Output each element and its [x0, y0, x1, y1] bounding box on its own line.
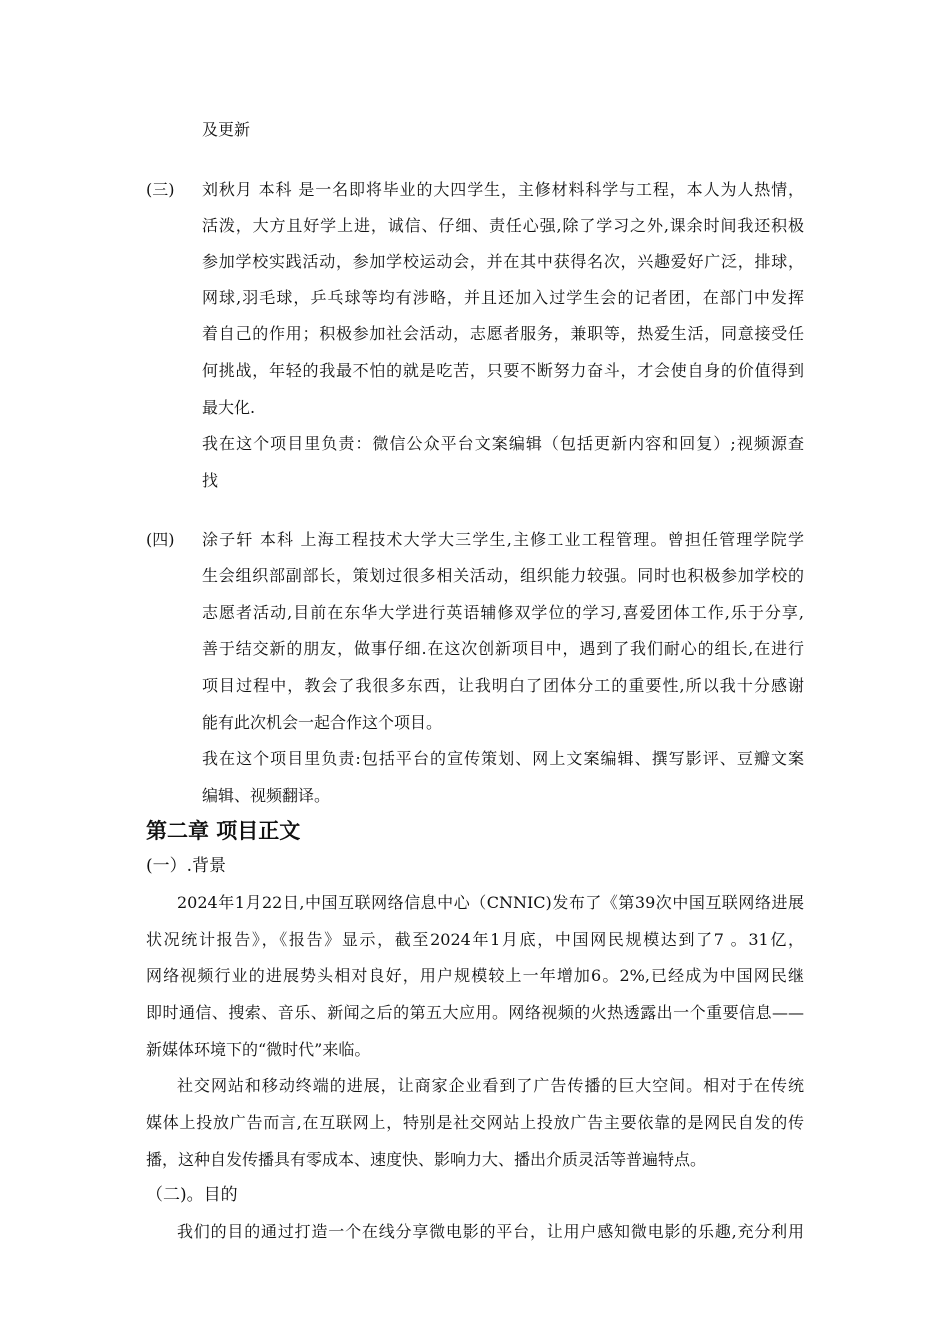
member3-line-2: 活泼，大方且好学上进，诚信、仔细、责任心强,除了学习之外,课余时间我还积极: [202, 216, 804, 235]
background-p1-line-3: 网络视频行业的进展势头相对良好，用户规模较上一年增加6。2%,已经成为中国网民继: [146, 966, 804, 985]
member3-line-5: 着自己的作用；积极参加社会活动，志愿者服务，兼职等，热爱生活，同意接受任: [202, 324, 804, 343]
member3-line-4: 网球,羽毛球，乒乓球等均有涉略，并且还加入过学生会的记者团，在部门中发挥: [202, 288, 804, 307]
member4-line-3: 志愿者活动,目前在东华大学进行英语辅修双学位的学习,喜爱团体工作,乐于分享,: [202, 603, 804, 622]
member4-duty-line-2: 编辑、视频翻译。: [202, 786, 331, 805]
member3-duty-line-1: 我在这个项目里负责：微信公众平台文案编辑（包括更新内容和回复）;视频源查: [202, 434, 804, 453]
background-p2-line-3: 播，这种自发传播具有零成本、速度快、影响力大、播出介质灵活等普遍特点。: [146, 1150, 707, 1169]
section-heading-background: (一）.背景: [146, 856, 227, 876]
background-p1-line-1: 2024年1月22日,中国互联网络信息中心（CNNIC)发布了《第39次中国互联网络进展: [177, 893, 804, 912]
member4-line-6: 能有此次机会一起合作这个项目。: [202, 713, 443, 732]
member4-line-4: 善于结交新的朋友，做事仔细.在这次创新项目中，遇到了我们耐心的组长,在进行: [202, 639, 804, 658]
background-p1-line-2: 状况统计报告》，《报告》显示，截至2024年1月底，中国网民规模达到了7 。31亿，: [146, 930, 804, 949]
purpose-p1-line-1: 我们的目的通过打造一个在线分享微电影的平台，让用户感知微电影的乐趣,充分利用: [177, 1222, 804, 1241]
section-heading-purpose: （二)。目的: [146, 1185, 238, 1205]
background-p2-line-1: 社交网站和移动终端的进展，让商家企业看到了广告传播的巨大空间。相对于在传统: [177, 1076, 804, 1095]
member3-number: (三): [146, 180, 175, 199]
member4-line-1: 涂子轩 本科 上海工程技术大学大三学生,主修工业工程管理。曾担任管理学院学: [202, 530, 804, 549]
background-p1-line-5: 新媒体环境下的“微时代”来临。: [146, 1040, 371, 1059]
member3-line-1: 刘秋月 本科 是一名即将毕业的大四学生，主修材料科学与工程，本人为人热情，: [202, 180, 804, 199]
background-p2-line-2: 媒体上投放广告而言,在互联网上，特别是社交网站上投放广告主要依靠的是网民自发的传: [146, 1113, 804, 1132]
member3-line-7: 最大化.: [202, 398, 256, 417]
member4-line-2: 生会组织部副部长，策划过很多相关活动，组织能力较强。同时也积极参加学校的: [202, 566, 804, 585]
continuation-text: 及更新: [202, 120, 251, 139]
background-p1-line-4: 即时通信、搜索、音乐、新闻之后的第五大应用。网络视频的火热透露出一个重要信息——: [146, 1003, 804, 1022]
member3-duty-line-2: 找: [202, 471, 219, 490]
member3-line-6: 何挑战，年轻的我最不怕的就是吃苦，只要不断努力奋斗，才会使自身的价值得到: [202, 361, 804, 380]
member4-number: (四): [146, 530, 175, 549]
chapter-title: 第二章 项目正文: [146, 819, 301, 843]
member3-line-3: 参加学校实践活动，参加学校运动会，并在其中获得名次，兴趣爱好广泛，排球，: [202, 252, 804, 271]
member4-line-5: 项目过程中，教会了我很多东西，让我明白了团体分工的重要性,所以我十分感谢: [202, 676, 804, 695]
member4-duty-line-1: 我在这个项目里负责:包括平台的宣传策划、网上文案编辑、撰写影评、豆瓣文案: [202, 749, 804, 768]
